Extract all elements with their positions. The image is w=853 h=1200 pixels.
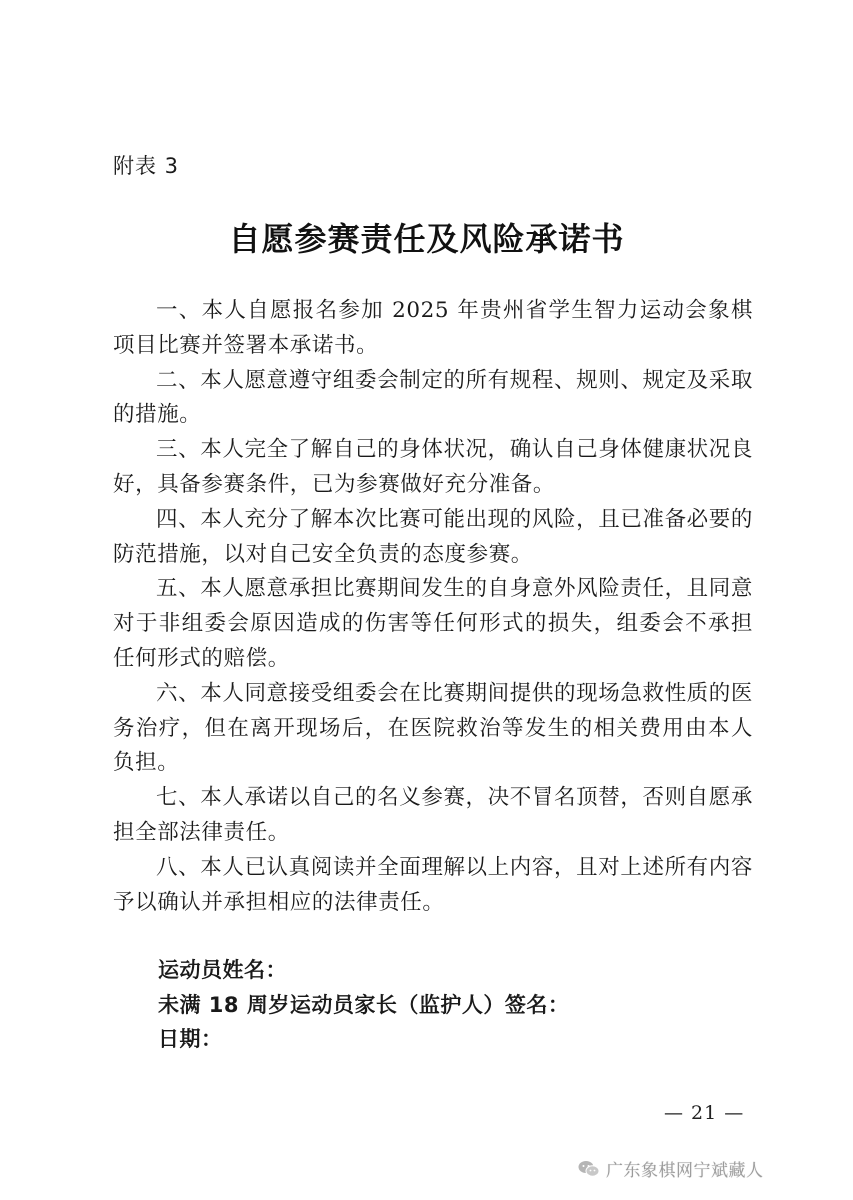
paragraph-6: 六、本人同意接受组委会在比赛期间提供的现场急救性质的医务治疗，但在离开现场后，在医院救治等发生的相关费用由本人负担。 xyxy=(113,680,753,776)
watermark xyxy=(578,1156,764,1181)
paragraph-4: 四、本人充分了解本次比赛可能出现的风险，且已准备必要的防范措施，以对自己安全负责的态度参赛。 xyxy=(113,506,753,567)
paragraph-1: 一、本人自愿报名参加 2025 年贵州省学生智力运动会象棋项目比赛并签署本承诺书。 xyxy=(113,298,753,358)
paragraph-5: 五、本人愿意承担比赛期间发生的自身意外风险责任，且同意对于非组委会原因造成的伤害等任何形式的损失，组委会不承担任何形式的赔偿。 xyxy=(113,576,753,671)
document-body xyxy=(113,294,753,920)
wechat-icon xyxy=(578,1160,600,1178)
paragraph-3: 三、本人完全了解自己的身体状况，确认自己身体健康状况良好，具备参赛条件，已为参赛做好充分准备。 xyxy=(113,437,753,497)
watermark-text: 广东象棋网宁斌藏人 xyxy=(606,1161,764,1181)
document-title: 自愿参赛责任及风险承诺书 xyxy=(228,220,625,258)
paragraph-2: 二、本人愿意遵守组委会制定的所有规程、规则、规定及采取的措施。 xyxy=(113,367,753,428)
attachment-label: 附表 3 xyxy=(113,154,180,178)
date-label: 日期： xyxy=(158,1027,223,1051)
guardian-signature-label: 未满 18 周岁运动员家长（监护人）签名： xyxy=(158,992,570,1017)
paragraph-8: 八、本人已认真阅读并全面理解以上内容，且对上述所有内容予以确认并承担相应的法律责任。 xyxy=(113,854,753,915)
athlete-name-label: 运动员姓名： xyxy=(158,958,287,982)
paragraph-7: 七、本人承诺以自己的名义参赛，决不冒名顶替，否则自愿承担全部法律责任。 xyxy=(113,785,753,845)
page-number: — 21 — xyxy=(664,1102,745,1124)
signature-block xyxy=(158,953,569,1057)
